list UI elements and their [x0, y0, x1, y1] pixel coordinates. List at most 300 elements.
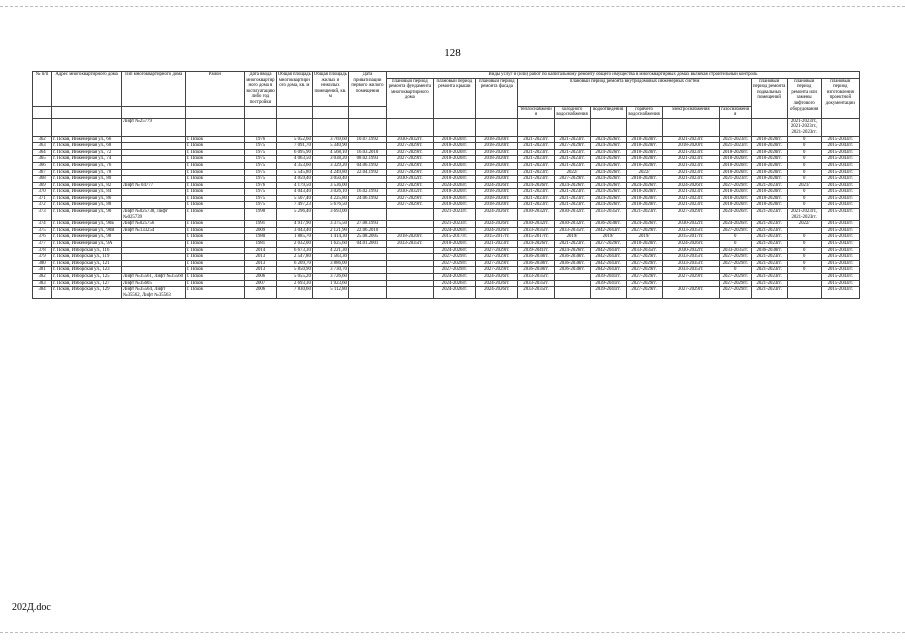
cell-roof: 2018-2020гг.	[433, 195, 475, 202]
cell-area-total: 6 673,30	[276, 247, 312, 254]
cell-elec: 2021-2023гг.	[662, 202, 719, 209]
cell-cult: 22.06.2010	[348, 227, 386, 234]
cell-type	[122, 169, 186, 176]
cell-type	[122, 254, 186, 261]
cell-area-total: 1 885,70	[276, 234, 312, 241]
cell-year: 1975	[245, 162, 277, 169]
cell-docs: 2015-2043гг.	[821, 195, 859, 202]
cell-elec: 2018-2020гг.	[662, 143, 719, 150]
cell-elec: 2027-2029гг.	[662, 209, 719, 221]
cell-elec: 2030-2032гг.	[662, 221, 719, 228]
cell-heat: 2033-2035гг.	[518, 227, 554, 234]
cell-cold: 2021-2023гг.	[554, 156, 590, 163]
cell-lift: 0	[787, 143, 821, 150]
cell-gas: 2018-2020гг.	[719, 162, 751, 169]
cell-heat: 2021-2023гг.	[518, 162, 554, 169]
cell	[554, 118, 590, 136]
cell-sewer: 2042-2043гг.	[590, 247, 626, 254]
cell-facade: 2018-2020гг.	[476, 149, 518, 156]
cell-district: г. Псков	[185, 280, 244, 287]
cell-addr: г. Псков, Инженерная ул., 98	[52, 234, 122, 241]
cell-base: 2021-2023гг.	[751, 182, 787, 189]
cell-area-res: 5 676,50	[312, 202, 348, 209]
cell-roof: 2018-2020гг.	[433, 143, 475, 150]
cell-docs: 2015-2043гг.	[821, 221, 859, 228]
cell-n: 367	[33, 169, 52, 176]
cell-gas: 2027-2029гг.	[719, 227, 751, 234]
cell-year: 2006	[245, 274, 277, 281]
cell-area-res: 4 568,10	[312, 149, 348, 156]
cell-year: 1981	[245, 241, 277, 248]
header-area-res: Общая площадь жилых и нежилых помещений, кв. м	[312, 72, 348, 107]
cell-lift	[787, 280, 821, 287]
cell-area-total: 4 179,50	[276, 182, 312, 189]
cell-heat: 2021-2023гг.	[518, 136, 554, 143]
cell-found: 2027-2029гг.	[387, 169, 434, 176]
cell-n: 379	[33, 254, 52, 261]
cell-roof: 2018-2020гг.	[433, 136, 475, 143]
cell-heat: 2021-2023гг.	[518, 143, 554, 150]
cell-area-res: 3 693,00	[312, 209, 348, 221]
cell-cult: 16.02.1993	[348, 189, 386, 196]
cell-year: 1975	[245, 189, 277, 196]
cell-heat: 2024-2026гг.	[518, 182, 554, 189]
cell-heat: 2021-2023гг.	[518, 202, 554, 209]
cell-cult: 04.01.2001	[348, 241, 386, 248]
cell-district: г. Псков	[185, 202, 244, 209]
cell	[662, 118, 719, 136]
cell-cold: 2021-2023гг.	[554, 136, 590, 143]
cell-roof: 2021-2023гг.	[433, 221, 475, 228]
cell-type: Лифт № 04777	[122, 182, 186, 189]
cell-heat: 2030-2032гг.	[518, 209, 554, 221]
cell-cold: 2021-2023гг.	[554, 241, 590, 248]
cell-found: 2027-2029гг.	[387, 202, 434, 209]
cell-cult: 25.08.2005	[348, 234, 386, 241]
header-row-1	[33, 72, 860, 79]
cell-district: г. Псков	[185, 136, 244, 143]
cell-district: г. Псков	[185, 156, 244, 163]
cell-cold: 2021-2023гг.	[554, 202, 590, 209]
cell-facade: 2018-2020гг.	[476, 176, 518, 183]
cell-base: 2021-2023гг.	[751, 234, 787, 241]
cell-sewer: 2042-2043гг.	[590, 227, 626, 234]
cell-district: г. Псков	[185, 189, 244, 196]
cell-lift: 0	[787, 189, 821, 196]
cell-year: 1991	[245, 221, 277, 228]
cell-facade: 2024-2026гг.	[476, 209, 518, 221]
cell-n: 369	[33, 182, 52, 189]
cell-district: г. Псков	[185, 176, 244, 183]
header-hot-water: горячего водоснабжения	[626, 106, 662, 118]
table-row	[33, 227, 860, 234]
cell-area-total: 4 063,50	[276, 156, 312, 163]
cell-found	[387, 274, 434, 281]
cell-n: 370	[33, 189, 52, 196]
cell-cold: 2024-2026гг.	[554, 182, 590, 189]
cell-type	[122, 247, 186, 254]
cell-heat: 2024-2026гг.	[518, 241, 554, 248]
cell-docs: 2015-2043гг.	[821, 176, 859, 183]
cell-area-total: 5 052,60	[276, 136, 312, 143]
cell-hot: 2018-2020гг.	[626, 143, 662, 150]
cell-hot: 2027-2029гг.	[626, 227, 662, 234]
cell-lift: 0	[787, 195, 821, 202]
cell-year: 2007	[245, 280, 277, 287]
cell-found: 2030-2032гг.	[387, 189, 434, 196]
cell-cold: 2027-2029гг.	[554, 176, 590, 183]
cell-lift	[787, 274, 821, 281]
cell-lift: 0	[787, 156, 821, 163]
table-body	[33, 72, 860, 299]
cell-heat: 2036-2038гг.	[518, 254, 554, 261]
cell-cult	[348, 209, 386, 221]
cell-heat: 2033-2035гг.	[518, 274, 554, 281]
cell-addr: г. Псков, Изборская ул., 119	[52, 254, 122, 261]
cell-cold: 2030-2032гг.	[554, 221, 590, 228]
cell-hot: 2018-2020гг.	[626, 241, 662, 248]
cell-found: 2018-2020гг.	[387, 234, 434, 241]
cell-base: 2036-2038гг.	[751, 247, 787, 254]
cell-cult	[348, 247, 386, 254]
table-row	[33, 169, 860, 176]
cell-roof: 2027-2029гг.	[433, 254, 475, 261]
cell-lift: 0	[787, 247, 821, 254]
cell-area-res: 3 536,00	[312, 182, 348, 189]
cell-n: 382	[33, 274, 52, 281]
cell-year: 1975	[245, 156, 277, 163]
cell	[590, 118, 626, 136]
cell-docs: 2015-2043гг.	[821, 241, 859, 248]
cell-area-res: 5 340,90	[312, 143, 348, 150]
cell-elec	[662, 280, 719, 287]
cell-addr: г. Псков, Инженерная ул., 80	[52, 176, 122, 183]
cell-elec: 2021-2023гг.	[662, 176, 719, 183]
cell-cold	[554, 274, 590, 281]
cell-cold: 2036-2038гг.	[554, 267, 590, 274]
cell-type: Лифт №025756	[122, 221, 186, 228]
cell-docs: 2015-2043гг.	[821, 247, 859, 254]
cell-roof: 2018-2020гг.	[433, 149, 475, 156]
header-electricity: электроснабжения	[662, 106, 719, 118]
cell-gas: 2027-2029гг.	[719, 254, 751, 261]
cell-cult: 27.08.1993	[348, 221, 386, 228]
cell-sewer: 2033-2035гг.	[590, 209, 626, 221]
cell-found: 2027-2029гг.	[387, 162, 434, 169]
cell-gas: 0	[719, 267, 751, 274]
cell-roof: 2018-2020гг.	[433, 176, 475, 183]
cell-gas: 2018-2020гг.	[719, 202, 751, 209]
cell-gas: 0	[719, 234, 751, 241]
cell-elec: 2033-2035гг.	[662, 260, 719, 267]
cell-year: 1976	[245, 136, 277, 143]
cell-heat: 2033-2035гг.	[518, 287, 554, 299]
cell-addr: г. Псков, Инженерная ул., 68	[52, 143, 122, 150]
cell-lift: 0	[787, 162, 821, 169]
cell-found	[387, 247, 434, 254]
cell-roof: 2027-2029гг.	[433, 267, 475, 274]
cell-sewer: 2024-2026гг.	[590, 136, 626, 143]
cell-heat: 2021-2023гг.	[518, 149, 554, 156]
cell-cold: 2022/	[554, 169, 590, 176]
cell-addr: г. Псков, Инженерная ул., 9А	[52, 241, 122, 248]
cell-n: 366	[33, 162, 52, 169]
cell-base: 2018-2020гг.	[751, 202, 787, 209]
cell-year: 2013	[245, 267, 277, 274]
cell-docs: 2015-2043гг.	[821, 274, 859, 281]
cell-area-res: 3 886,00	[312, 260, 348, 267]
cell-n: 383	[33, 280, 52, 287]
cell-lift: 0	[787, 234, 821, 241]
cell-n: 371	[33, 195, 52, 202]
cell-facade: 2027-2029гг.	[476, 260, 518, 267]
cell-district: г. Псков	[185, 169, 244, 176]
cell-hot: 2018-2020гг.	[626, 156, 662, 163]
cell-type	[122, 260, 186, 267]
cell-lift: 0	[787, 202, 821, 209]
cell-roof: 2024-2026гг.	[433, 280, 475, 287]
cell-cult	[348, 176, 386, 183]
cell-type	[122, 202, 186, 209]
cell-district: г. Псков	[185, 247, 244, 254]
cell-n: 365	[33, 156, 52, 163]
table-row	[33, 195, 860, 202]
cell-gas: 2027-2029гг.	[719, 260, 751, 267]
cell-docs: 2015-2043гг.	[821, 169, 859, 176]
cell-docs: 2015-2043гг.	[821, 234, 859, 241]
cell-lift: 0	[787, 176, 821, 183]
cell-year: 2006	[245, 287, 277, 299]
cell-district: г. Псков	[185, 182, 244, 189]
cell-cold: 2033-2035гг.	[554, 227, 590, 234]
cell-sewer: 2039-2041гг.	[590, 287, 626, 299]
cell-addr: г. Псков, Изборская ул., 125	[52, 274, 122, 281]
cell-base: 2018-2020гг.	[751, 169, 787, 176]
cell-district: г. Псков	[185, 287, 244, 299]
cell-elec: 2021-2023гг.	[662, 189, 719, 196]
table-row	[33, 241, 860, 248]
cell-type: Лифт №35605	[122, 280, 186, 287]
table-row	[33, 287, 860, 299]
cell-type	[122, 189, 186, 196]
cell	[52, 118, 122, 136]
table-row	[33, 202, 860, 209]
cell-district: г. Псков	[185, 149, 244, 156]
cell-n: 363	[33, 143, 52, 150]
cell-gas: 2018-2020гг.	[719, 195, 751, 202]
cell-cold: 2036-2038гг.	[554, 254, 590, 261]
cell-elec: 2024-2026гг.	[662, 182, 719, 189]
cell-roof: 2018-2020гг.	[433, 189, 475, 196]
cell-addr: г. Псков, Инженерная ул., 74	[52, 156, 122, 163]
cell-area-total: 6 209,70	[276, 260, 312, 267]
header-empty	[245, 106, 277, 118]
cell-addr: г. Псков, Изборская ул., 121	[52, 260, 122, 267]
cell-year: 1975	[245, 195, 277, 202]
cell-sewer: 2024-2026гг.	[590, 202, 626, 209]
cell-elec: 2027-2029гг.	[662, 287, 719, 299]
cell-addr: г. Псков, Инженерная ул., 66	[52, 136, 122, 143]
cell-elec: 2021-2023гг.	[662, 195, 719, 202]
cell-addr: г. Псков, Инженерная ул., 88	[52, 202, 122, 209]
table-row	[33, 189, 860, 196]
cell-found: 2027-2029гг.	[387, 149, 434, 156]
cell-addr: г. Псков, Инженерная ул., 78	[52, 169, 122, 176]
cell-heat: 2021-2023гг.	[518, 189, 554, 196]
header-lift: плановый период ремонта или замены лифтового оборудования	[787, 78, 821, 118]
table-row	[33, 274, 860, 281]
cell-area-total: 4 059,40	[276, 176, 312, 183]
cell-cult	[348, 280, 386, 287]
cell-area-res: 4 221,30	[312, 247, 348, 254]
header-docs: плановый период изготовления проектной документации	[821, 78, 859, 118]
cell-gas: 2033-2035гг.	[719, 247, 751, 254]
cell-sewer: 2024-2026гг.	[590, 195, 626, 202]
cell-area-total: 7 091,70	[276, 143, 312, 150]
table-row	[33, 136, 860, 143]
cell	[33, 118, 52, 136]
cell	[312, 118, 348, 136]
cell-heat: 2039-2041гг.	[518, 247, 554, 254]
cell	[821, 118, 859, 136]
cell-area-res: 1 625,60	[312, 241, 348, 248]
cell-district: г. Псков	[185, 162, 244, 169]
cell-heat: 2036-2038гг.	[518, 267, 554, 274]
cell-year: 1975	[245, 202, 277, 209]
header-type: Тип многоквартирного дома	[122, 72, 186, 107]
cell-area-total: 4 353,60	[276, 162, 312, 169]
cell-hot: 2019/	[626, 234, 662, 241]
cell-area-res: 1 414,30	[312, 234, 348, 241]
cell-area-total: 2 032,00	[276, 241, 312, 248]
cell-facade: 2027-2029гг.	[476, 267, 518, 274]
cell-area-res: 3 375,50	[312, 221, 348, 228]
cell-district: г. Псков	[185, 227, 244, 234]
cell-area-res: 3 026,10	[312, 189, 348, 196]
cell-found: 2027-2029гг.	[387, 195, 434, 202]
cell-sewer: 2042-2043гг.	[590, 260, 626, 267]
cell-roof: 2021-2023гг.	[433, 209, 475, 221]
cell-district: г. Псков	[185, 234, 244, 241]
cell-cult: 22.04.1992	[348, 169, 386, 176]
cell-gas: 0	[719, 241, 751, 248]
cell-base: 2018-2020гг.	[751, 162, 787, 169]
cell-gas: 2024-2026гг.	[719, 209, 751, 221]
cell-elec: 2021-2023гг.	[662, 136, 719, 143]
cell-area-res: 5 112,80	[312, 287, 348, 299]
cell-found	[387, 267, 434, 274]
cell-year: 1975	[245, 143, 277, 150]
cell-base: 2021-2023гг.	[751, 274, 787, 281]
cell	[518, 118, 554, 136]
cell-heat: 2021-2023гг.	[518, 195, 554, 202]
cell-cult: 24.06.1992	[348, 195, 386, 202]
header-basement: плановый период ремонта подвальных помещений	[751, 78, 787, 118]
cell-roof: 2018-2020гг.	[433, 241, 475, 248]
cell-hot: 2018-2020гг.	[626, 176, 662, 183]
cell-area-res: 3 769,60	[312, 136, 348, 143]
cell-docs: 2015-2043гг.	[821, 209, 859, 221]
header-empty	[122, 106, 186, 118]
cell-sewer: 2024-2026гг.	[590, 169, 626, 176]
header-works-group: Виды услуг и (или) работ по капитальному ремонту общего имущества в многоквартирных домах включая строительный контроль	[387, 72, 860, 79]
cell-hot: 2018-2020гг.	[626, 189, 662, 196]
cell-cold: 2024-2026гг.	[554, 247, 590, 254]
cell-addr: г. Псков, Инженерная ул., 76	[52, 162, 122, 169]
cell-docs: 2015-2043гг.	[821, 149, 859, 156]
cell-area-total: 2 693,30	[276, 280, 312, 287]
cell-base: 2021-2023гг.	[751, 280, 787, 287]
cell-found	[387, 221, 434, 228]
header-privatization: Дата приватизации первого жилого помещения	[348, 72, 386, 107]
page-edge-bottom	[0, 632, 905, 633]
table-row	[33, 149, 860, 156]
header-roof: плановый период ремонта крыши	[433, 78, 475, 118]
cell-n: 381	[33, 267, 52, 274]
cell	[626, 118, 662, 136]
cell	[751, 118, 787, 136]
header-empty	[312, 106, 348, 118]
cell-lift: 0	[787, 241, 821, 248]
cell-elec: 2027-2029гг.	[662, 274, 719, 281]
cell-base: 2018-2020гг.	[751, 143, 787, 150]
cell-gas: 2018-2020гг.	[719, 169, 751, 176]
cell-docs: 2015-2043гг.	[821, 143, 859, 150]
cell-roof: 2018-2020гг.	[433, 202, 475, 209]
table-row	[33, 156, 860, 163]
cell-found: 2030-2032гг.	[387, 176, 434, 183]
cell-addr: г. Псков, Инженерная ул., 82	[52, 182, 122, 189]
cell-elec: 2033-2035гг.	[662, 227, 719, 234]
cell-sewer: 2019/	[590, 234, 626, 241]
page-edge-top	[0, 6, 905, 7]
table-row	[33, 221, 860, 228]
cell-elec: 2021-2023гг.	[662, 162, 719, 169]
cell-cold	[554, 280, 590, 287]
header-heat: теплоснабжения	[518, 106, 554, 118]
cell-addr: г. Псков, Инженерная ул., 90В	[52, 227, 122, 234]
cell-sewer: 2036-2038гг.	[590, 221, 626, 228]
cell-base: 2018-2020гг.	[751, 195, 787, 202]
cell-facade: 2018-2020гг.	[476, 156, 518, 163]
cell-facade: 2027-2029гг.	[476, 254, 518, 261]
cell-elec: 2033-2035гг.	[662, 267, 719, 274]
cell-base: 2021-2023гг.	[751, 287, 787, 299]
cell-gas: 2027-2029гг.	[719, 280, 751, 287]
cell-lift: 0	[787, 267, 821, 274]
cell-hot: 2022/	[626, 169, 662, 176]
cell-base: 2018-2020гг.	[751, 136, 787, 143]
header-address: Адрес многоквартирного дома	[52, 72, 122, 107]
cell-year: 1990	[245, 209, 277, 221]
cell-area-total: 7 830,60	[276, 287, 312, 299]
cell-lift: 0	[787, 169, 821, 176]
cell-elec: 2021-2023гг.	[662, 156, 719, 163]
cell-roof: 2015-2017гг.	[433, 234, 475, 241]
header-area-total: Общая площадь многоквартирного дома, кв. м	[276, 72, 312, 107]
cell-sewer: 2042-2043гг.	[590, 267, 626, 274]
cell-cult: 16.03.2010	[348, 149, 386, 156]
cell-gas: 2018-2020гг.	[719, 149, 751, 156]
cell-district: г. Псков	[185, 254, 244, 261]
cell-roof: 2027-2029гг.	[433, 260, 475, 267]
cell-hot: 2018-2020гг.	[626, 195, 662, 202]
cell-sewer: 2024-2026гг.	[590, 162, 626, 169]
cell-found: 2027-2029гг.	[387, 143, 434, 150]
cell-facade: 2018-2020гг.	[476, 195, 518, 202]
cell-base: 2021-2023гг.	[751, 267, 787, 274]
cell-base: 2021-2023гг.	[751, 221, 787, 228]
